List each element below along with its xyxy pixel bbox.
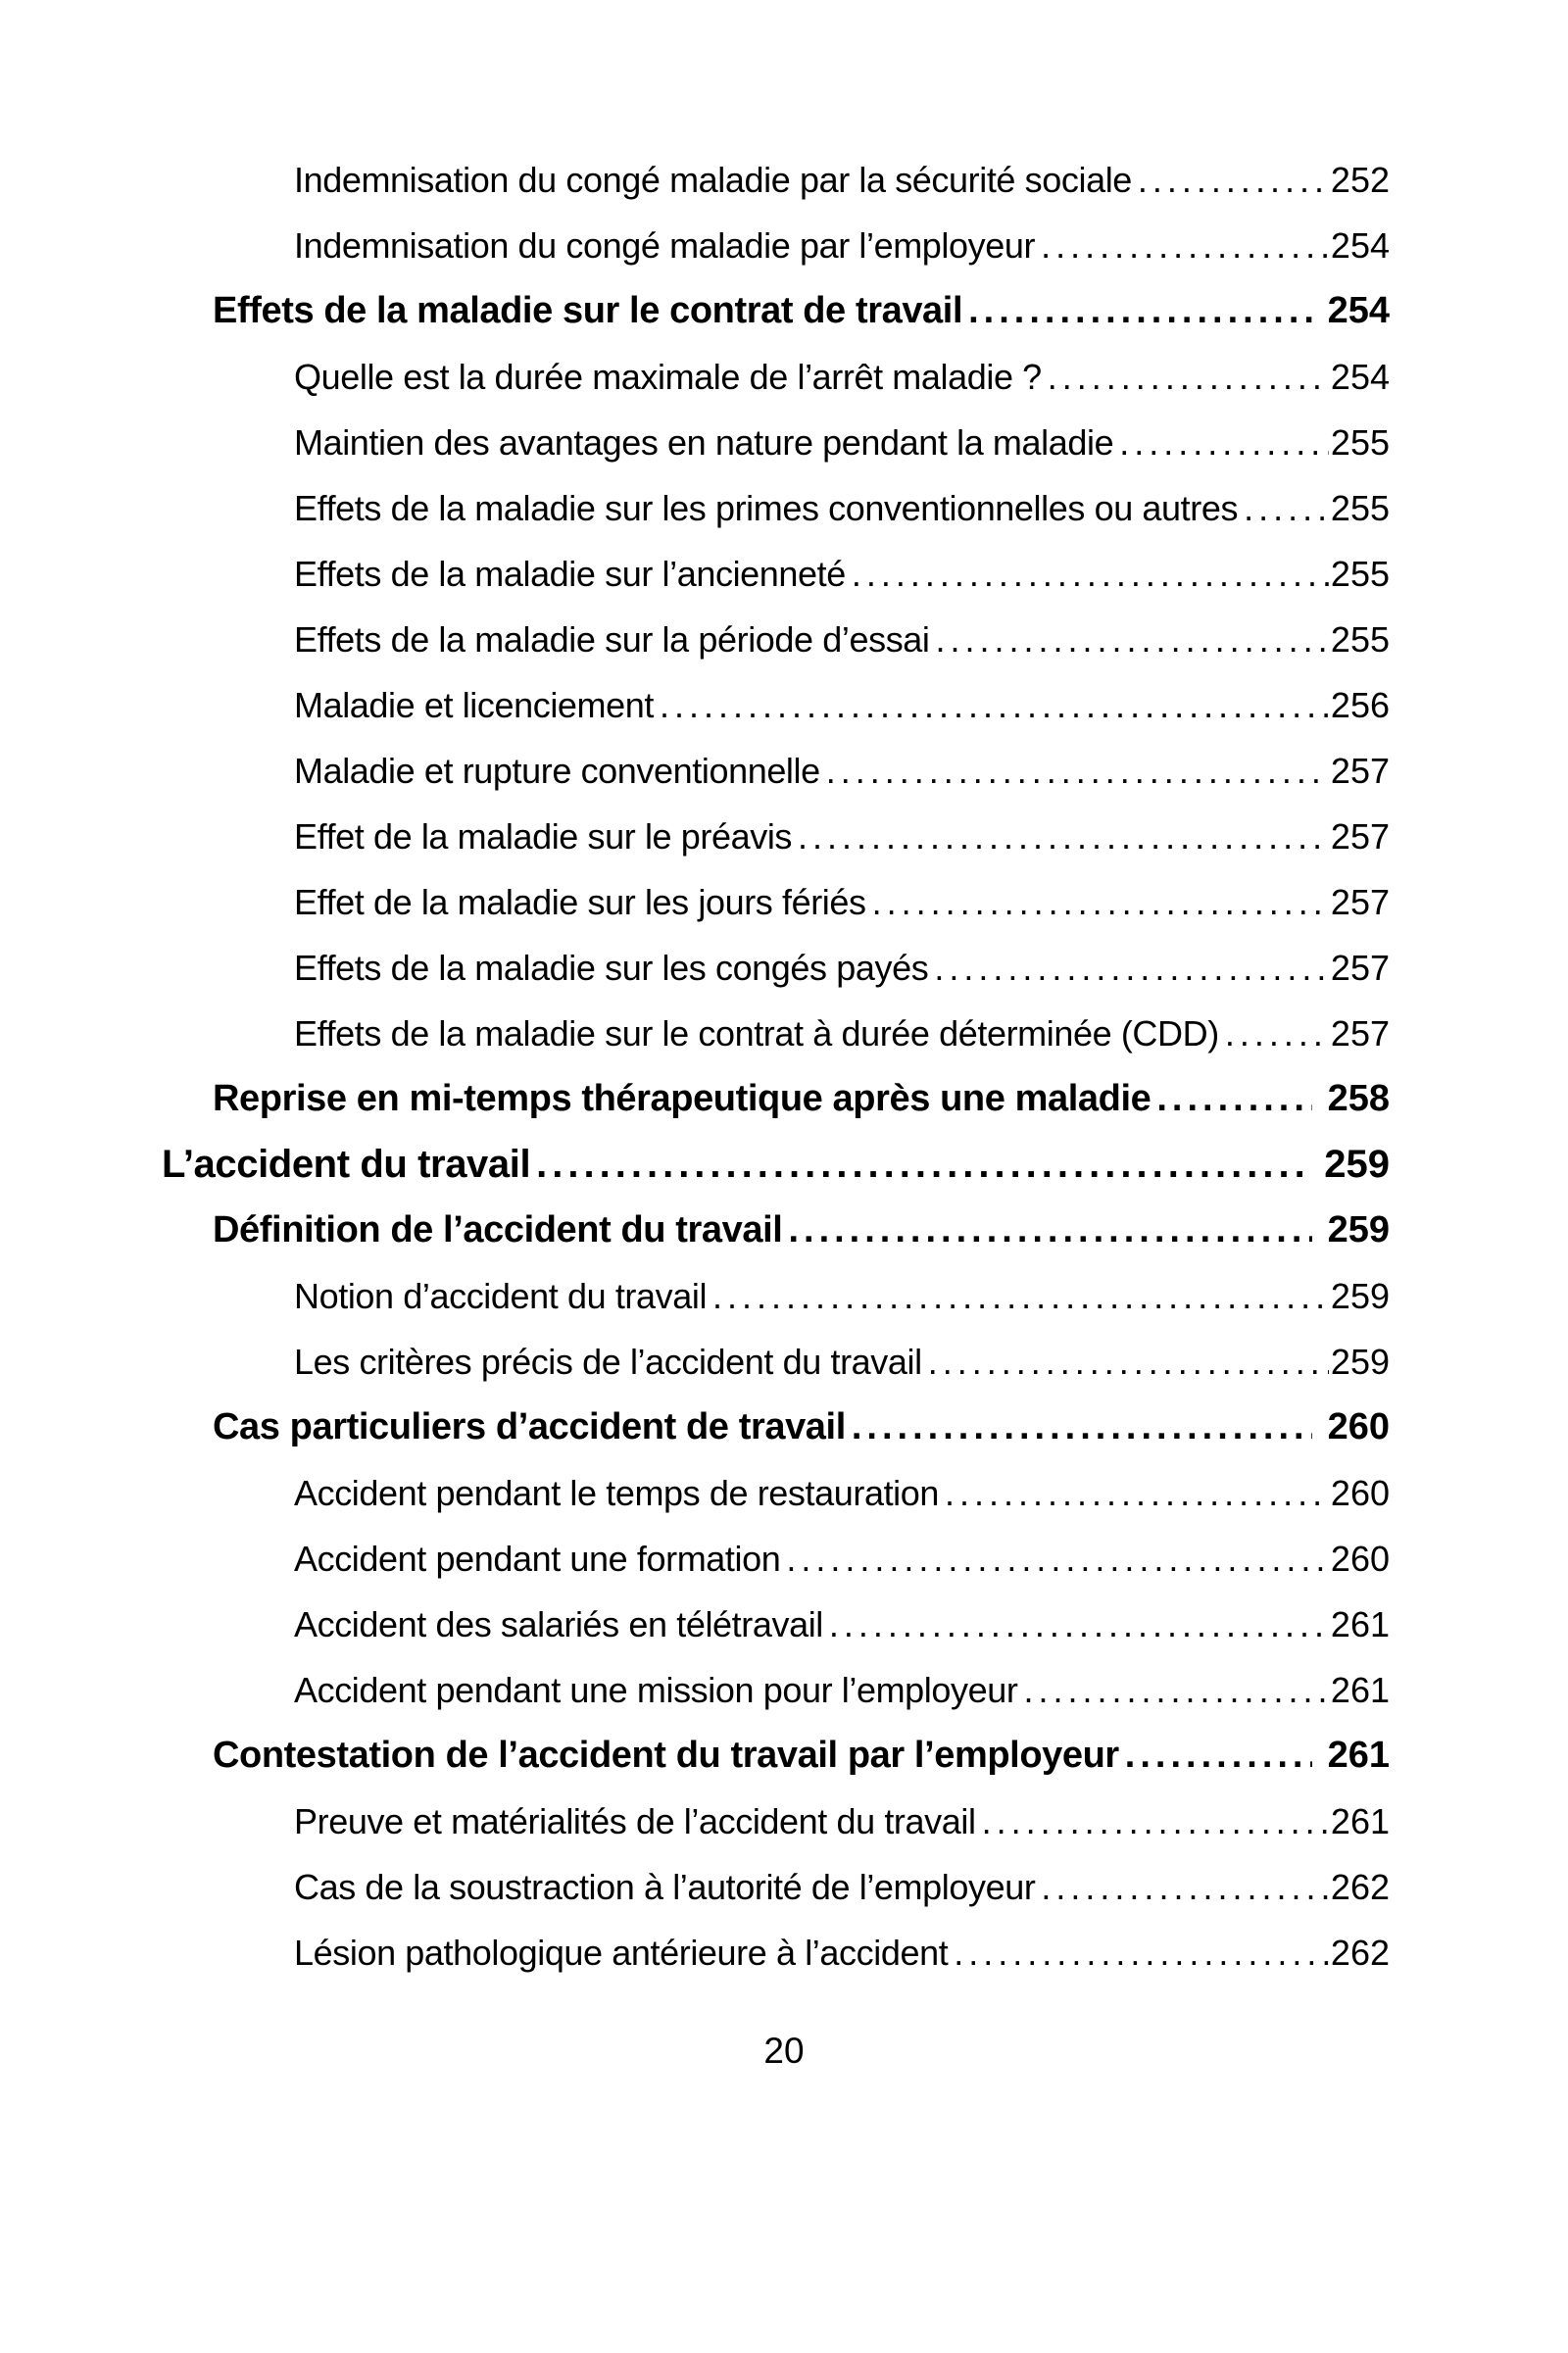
toc-entry-page: 257	[1330, 1013, 1390, 1054]
toc-entry-page: 261	[1330, 1801, 1390, 1841]
toc-entry-page: 255	[1330, 619, 1390, 660]
toc-dot-leader	[788, 1198, 1311, 1263]
toc-dot-leader	[1048, 344, 1329, 410]
toc-entry	[0, 1526, 1390, 1592]
toc-entry-page: 261	[1330, 1670, 1390, 1710]
toc-entry	[0, 1592, 1390, 1657]
toc-entry	[0, 1198, 1390, 1263]
toc-entry-label: Maladie et licenciement	[294, 685, 654, 725]
toc-entry-label: Les critères précis de l’accident du travail	[294, 1342, 922, 1382]
toc-entry	[0, 1263, 1390, 1329]
toc-entry-page: 257	[1330, 882, 1390, 922]
toc-entry-page: 257	[1330, 751, 1390, 791]
toc-dot-leader	[982, 1789, 1329, 1854]
toc-entry-page: 262	[1330, 1867, 1390, 1907]
toc-dot-leader	[786, 1526, 1329, 1592]
toc-entry-label: Cas de la soustraction à l’autorité de l’employeur	[294, 1867, 1036, 1907]
toc-entry-page: 258	[1327, 1078, 1390, 1119]
toc-entry-label: Lésion pathologique antérieure à l’accident	[294, 1933, 949, 1973]
toc-dot-leader	[712, 1263, 1329, 1329]
toc-entry	[0, 935, 1390, 1001]
toc-dot-leader	[968, 278, 1311, 344]
toc-dot-leader	[1119, 410, 1329, 475]
toc-entry-page: 260	[1330, 1539, 1390, 1579]
toc-entry-label: Quelle est la durée maximale de l’arrêt maladie ?	[294, 357, 1042, 397]
toc-entry-page: 261	[1330, 1604, 1390, 1644]
toc-entry-label: Effets de la maladie sur le contrat à durée déterminée (CDD)	[294, 1013, 1219, 1054]
toc-entry-page: 255	[1330, 422, 1390, 463]
toc-entry-label: Maintien des avantages en nature pendant la maladie	[294, 422, 1114, 463]
toc-entry	[0, 804, 1390, 869]
toc-dot-leader	[1041, 213, 1329, 278]
toc-entry-page: 254	[1330, 357, 1390, 397]
toc-dot-leader	[954, 1920, 1329, 1985]
toc-dot-leader	[936, 607, 1329, 672]
toc-entry-page: 254	[1327, 290, 1390, 331]
toc-entry-label: Indemnisation du congé maladie par l’employeur	[294, 225, 1036, 266]
toc-entry-label: Effet de la maladie sur le préavis	[294, 816, 793, 857]
toc-dot-leader	[536, 1132, 1308, 1198]
toc-dot-leader	[829, 1592, 1329, 1657]
toc-entry-label: Effets de la maladie sur l’ancienneté	[294, 554, 846, 594]
toc-entry-label: Cas particuliers d’accident de travail	[213, 1406, 846, 1447]
toc-entry	[0, 1001, 1390, 1066]
toc-entry-label: Notion d’accident du travail	[294, 1276, 708, 1316]
toc-dot-leader	[1225, 1001, 1329, 1066]
toc-dot-leader	[826, 738, 1329, 804]
toc-entry-page: 260	[1327, 1406, 1390, 1447]
toc-entry	[0, 1395, 1390, 1460]
toc-entry	[0, 1460, 1390, 1526]
toc-entry-page: 259	[1330, 1342, 1390, 1382]
toc-entry-label: Effet de la maladie sur les jours fériés	[294, 882, 866, 922]
toc-entry	[0, 147, 1390, 213]
toc-entry	[0, 607, 1390, 672]
toc-entry	[0, 278, 1390, 344]
toc-dot-leader	[1244, 475, 1329, 541]
toc-entry	[0, 1789, 1390, 1854]
toc-dot-leader	[660, 672, 1329, 738]
toc-entry-label: Accident pendant une formation	[294, 1539, 781, 1579]
toc-entry-page: 252	[1330, 160, 1390, 200]
toc-entry	[0, 738, 1390, 804]
toc-dot-leader	[872, 869, 1329, 935]
toc-dot-leader	[1156, 1066, 1311, 1132]
toc-entry	[0, 1854, 1390, 1920]
toc-entry	[0, 344, 1390, 410]
toc-dot-leader	[1125, 1723, 1312, 1789]
toc-entry	[0, 1329, 1390, 1395]
toc-dot-leader	[934, 935, 1329, 1001]
toc-entry-label: Indemnisation du congé maladie par la sécurité sociale	[294, 160, 1132, 200]
toc-entry-page: 259	[1330, 1276, 1390, 1316]
toc-entry-label: Accident pendant le temps de restauration	[294, 1473, 940, 1513]
toc-entry	[0, 1657, 1390, 1723]
toc-entry-label: L’accident du travail	[162, 1143, 531, 1186]
toc-entry-page: 259	[1327, 1209, 1390, 1250]
toc-entry-label: Accident pendant une mission pour l’employeur	[294, 1670, 1018, 1710]
toc-entry-page: 260	[1330, 1473, 1390, 1513]
toc-dot-leader	[1041, 1854, 1329, 1920]
toc-dot-leader	[945, 1460, 1329, 1526]
toc-entry-page: 257	[1330, 816, 1390, 857]
toc-dot-leader	[1138, 147, 1329, 213]
toc-entry-page: 254	[1330, 225, 1390, 266]
toc-entry	[0, 410, 1390, 475]
toc-entry	[0, 672, 1390, 738]
toc-entry-label: Reprise en mi-temps thérapeutique après une maladie	[213, 1078, 1152, 1119]
toc-entry-label: Preuve et matérialités de l’accident du travail	[294, 1801, 976, 1841]
toc-entry-label: Effets de la maladie sur les congés payés	[294, 948, 929, 988]
toc-entry-label: Maladie et rupture conventionnelle	[294, 751, 820, 791]
toc-entry-page: 259	[1324, 1143, 1390, 1186]
toc-entry	[0, 1920, 1390, 1985]
toc-entry	[0, 213, 1390, 278]
toc-entry-label: Accident des salariés en télétravail	[294, 1604, 823, 1644]
toc-entry	[0, 1132, 1390, 1198]
toc-entry-page: 262	[1330, 1933, 1390, 1973]
toc-dot-leader	[852, 541, 1329, 607]
toc-dot-leader	[852, 1395, 1312, 1460]
toc-entry-label: Effets de la maladie sur les primes conventionnelles ou autres	[294, 488, 1239, 528]
toc-dot-leader	[1023, 1657, 1328, 1723]
toc-entry	[0, 541, 1390, 607]
toc-entry-page: 257	[1330, 948, 1390, 988]
toc-entry-page: 255	[1330, 554, 1390, 594]
toc-entry	[0, 869, 1390, 935]
toc-entry	[0, 1066, 1390, 1132]
folio-page-number: 20	[763, 2031, 805, 2071]
toc-entry-label: Définition de l’accident du travail	[213, 1209, 783, 1250]
toc-entry-page: 261	[1327, 1735, 1390, 1776]
toc-dot-leader	[928, 1329, 1329, 1395]
toc-entry-page: 256	[1330, 685, 1390, 725]
toc-entry	[0, 475, 1390, 541]
toc-entry-page: 255	[1330, 488, 1390, 528]
toc-dot-leader	[798, 804, 1329, 869]
toc-entry-label: Effets de la maladie sur le contrat de travail	[213, 290, 963, 331]
toc-entry	[0, 1723, 1390, 1789]
toc-entry-label: Effets de la maladie sur la période d’essai	[294, 619, 930, 660]
toc-entry-label: Contestation de l’accident du travail par l’employeur	[213, 1735, 1119, 1776]
